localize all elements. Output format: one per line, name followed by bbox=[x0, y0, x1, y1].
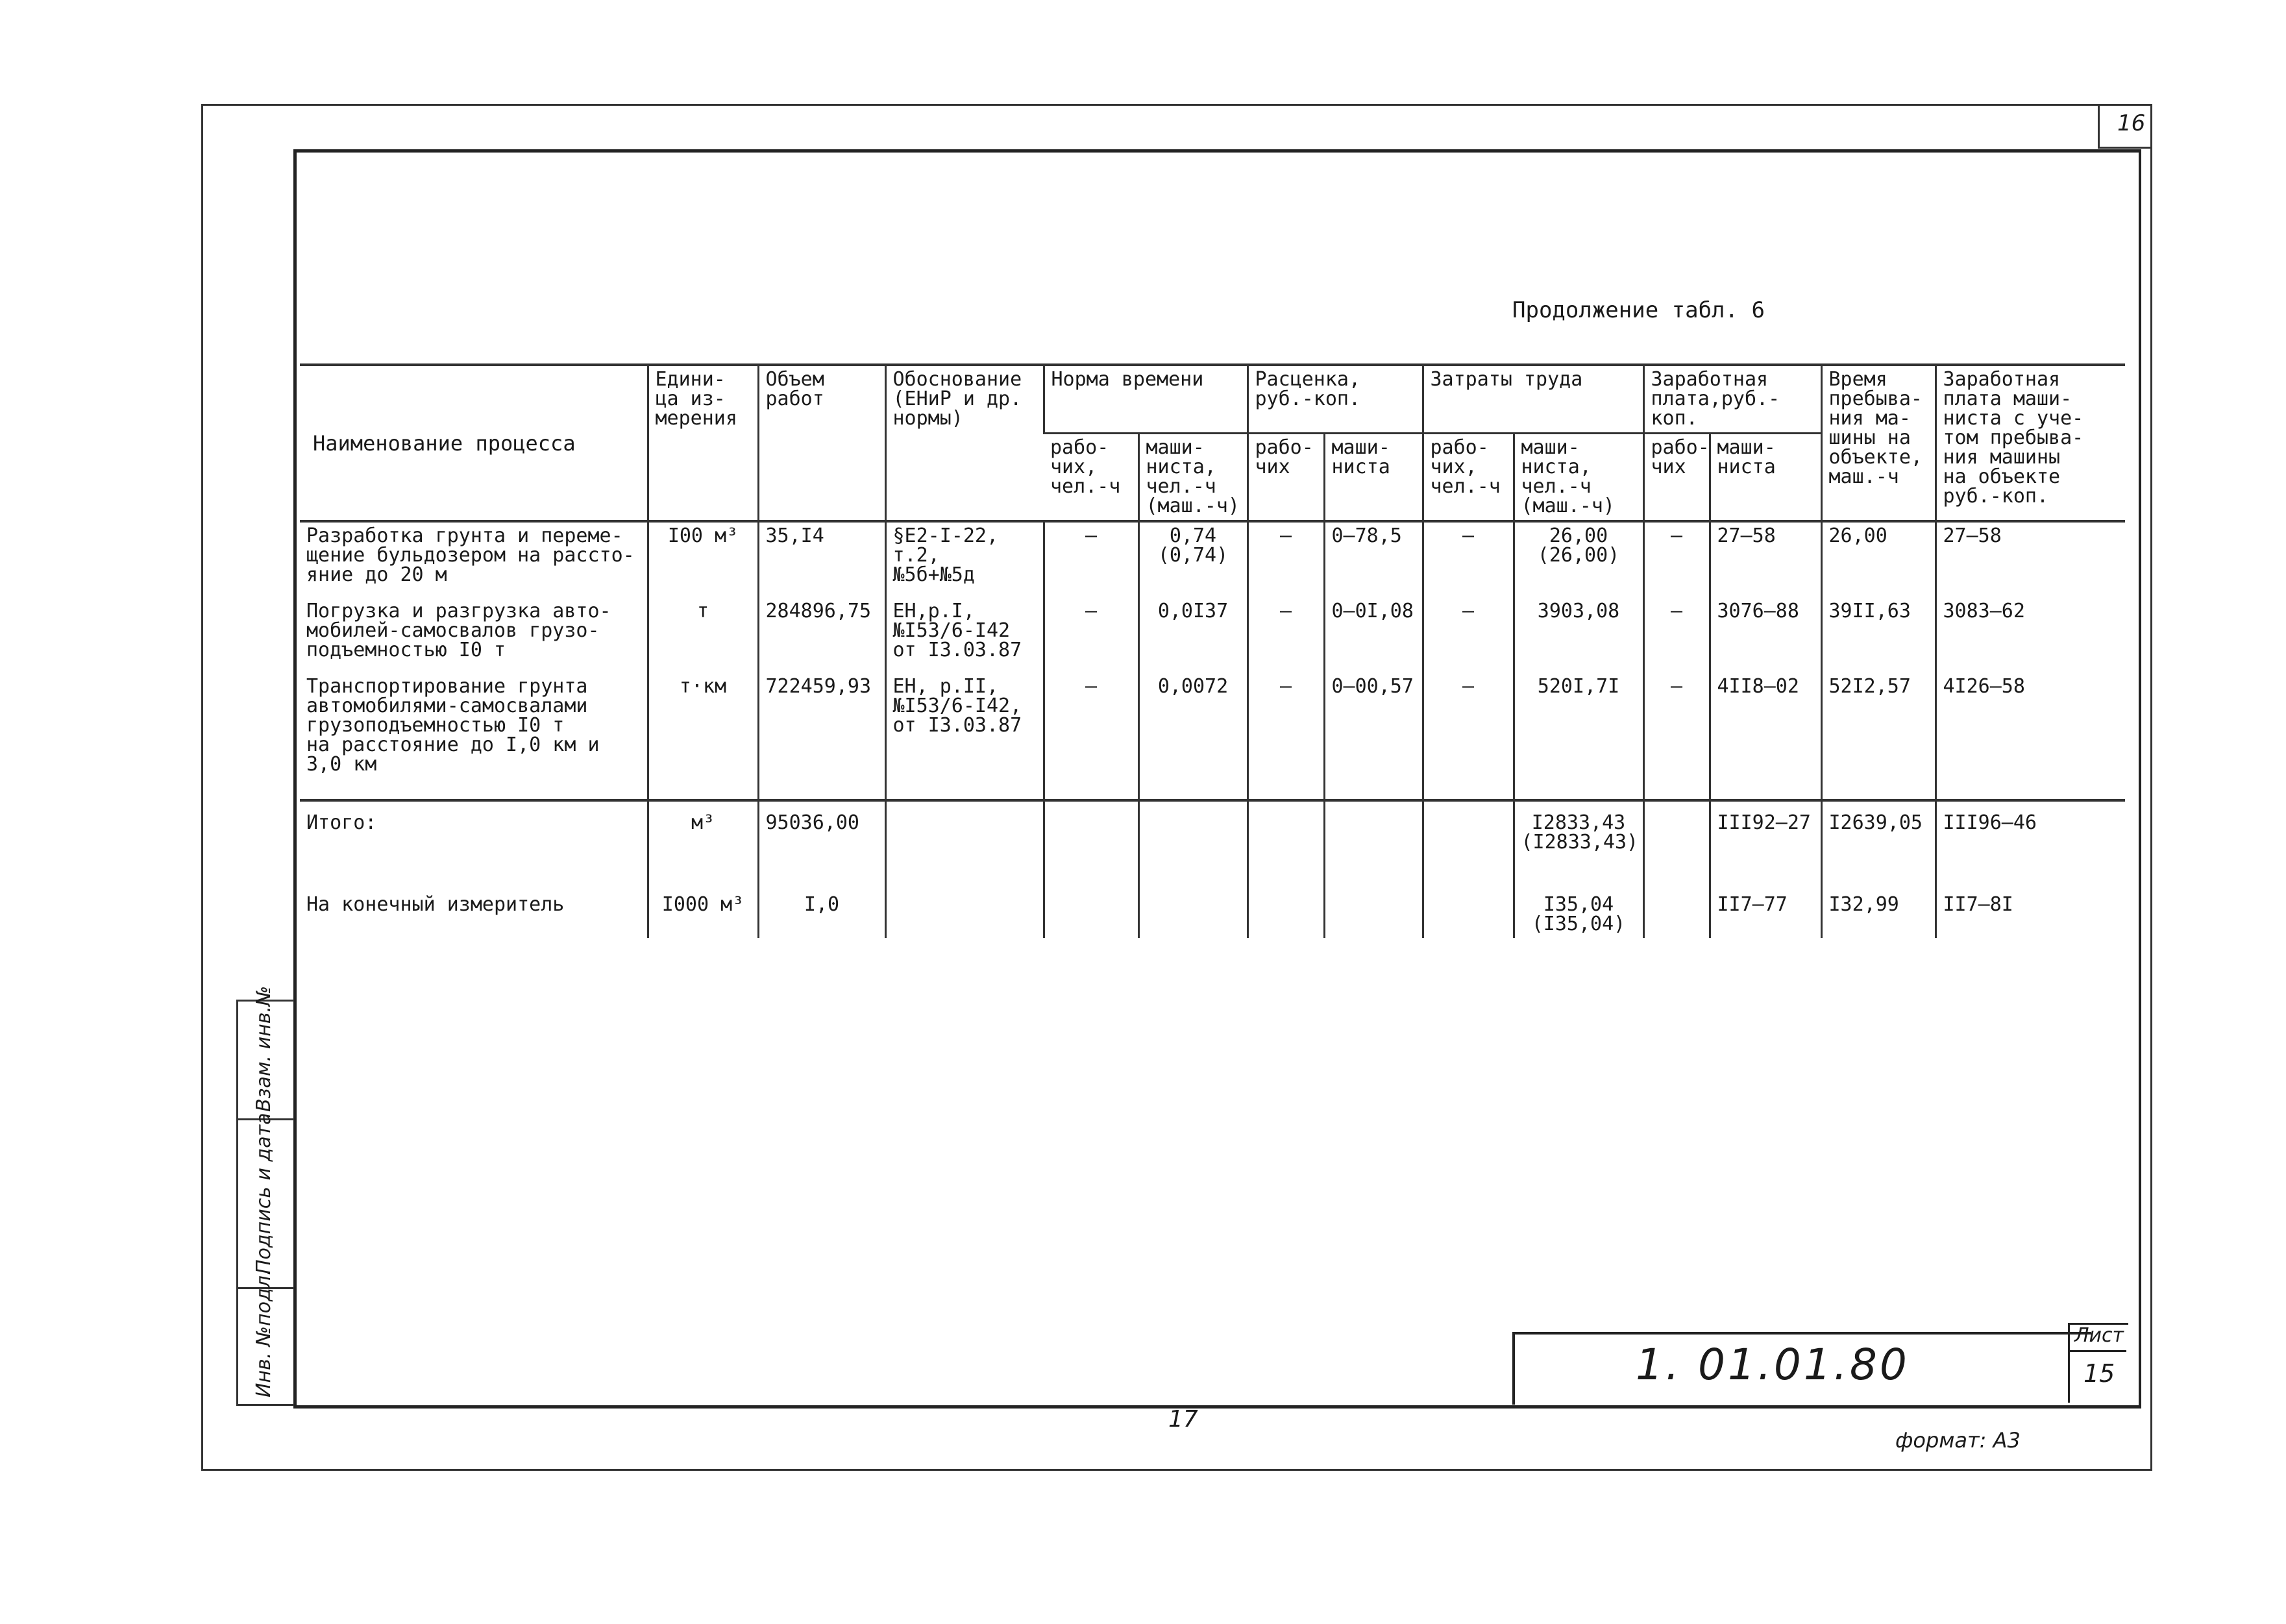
cell-tn-machinist: 0,74 (0,74) bbox=[1138, 521, 1247, 598]
cell-labor-machinist: I2833,43 (I2833,43) bbox=[1514, 800, 1643, 891]
table-row bbox=[300, 598, 2125, 673]
cell-rate-machinist: 0–0I,08 bbox=[1324, 598, 1423, 673]
header-labor-machinist: маши- ниста, чел.-ч (маш.-ч) bbox=[1514, 434, 1643, 522]
cell-labor-machinist: 520I,7I bbox=[1514, 673, 1643, 800]
cell-basis: ЕН,р.I, №I53/6-I42 от I3.03.87 bbox=[885, 598, 1044, 673]
format-label: формат: А3 bbox=[1895, 1428, 2021, 1453]
page-number: 17 bbox=[1168, 1406, 1198, 1433]
cell-tn-workers: – bbox=[1044, 673, 1138, 800]
cell-name: Разработка грунта и переме- щение бульдозером на рассто- яние до 20 м bbox=[306, 524, 635, 586]
cell-tn-machinist: 0,0I37 bbox=[1138, 598, 1247, 673]
cell-unit: т bbox=[648, 598, 758, 673]
header-machine-time: Время пребыва- ния ма- шины на объекте, маш.-ч bbox=[1821, 365, 1936, 521]
cell-labor-machinist: I35,04 (I35,04) bbox=[1514, 891, 1643, 938]
cell-wage-workers: – bbox=[1643, 521, 1710, 598]
corner-page-number: 16 bbox=[2117, 110, 2146, 136]
header-operator-wage: Заработная плата маши- ниста с уче- том пребыва- ния машины на объекте руб.-коп. bbox=[1936, 365, 2125, 521]
header-wage: Заработная плата,руб.-коп. bbox=[1643, 365, 1821, 434]
header-wage-workers: рабо- чих bbox=[1643, 434, 1710, 522]
header-unit: Едини- ца из- мерения bbox=[648, 365, 758, 521]
header-labor: Затраты труда bbox=[1423, 365, 1643, 434]
stamp-inventory-label: Инв. №подл. bbox=[252, 1269, 275, 1397]
stamp-signature-label: Подпись и дата bbox=[252, 1113, 275, 1274]
cell-unit: I000 м³ bbox=[648, 891, 758, 938]
cell-wage-machinist: III92–27 bbox=[1710, 800, 1821, 891]
cell-machine-time: I2639,05 bbox=[1821, 800, 1936, 891]
cell-labor-workers: – bbox=[1423, 521, 1514, 598]
cell-operator-wage: 4I26–58 bbox=[1936, 673, 2125, 800]
header-wage-machinist: маши- ниста bbox=[1710, 434, 1821, 522]
cell-name: Итого: bbox=[300, 800, 648, 891]
header-labor-workers: рабо- чих, чел.-ч bbox=[1423, 434, 1514, 522]
table-row bbox=[300, 521, 2125, 598]
cell-rate-machinist: 0–78,5 bbox=[1324, 521, 1423, 598]
cell-volume: 95036,00 bbox=[758, 800, 885, 891]
cell-unit: м³ bbox=[648, 800, 758, 891]
cell-tn-workers: – bbox=[1044, 521, 1138, 598]
cell-wage-machinist: 4II8–02 bbox=[1710, 673, 1821, 800]
document-code: 1. 01.01.80 bbox=[1636, 1340, 1910, 1390]
work-table bbox=[300, 363, 2125, 938]
total-row bbox=[300, 800, 2125, 891]
cell-operator-wage: 27–58 bbox=[1936, 521, 2125, 598]
header-rate-machinist: маши- ниста bbox=[1324, 434, 1423, 522]
cell-basis: §Е2-I-22, т.2, №5б+№5д bbox=[885, 521, 1044, 598]
header-time-norm: Норма времени bbox=[1044, 365, 1247, 434]
sheet-label: Лист bbox=[2074, 1324, 2124, 1347]
header-rate-workers: рабо- чих bbox=[1247, 434, 1324, 522]
cell-volume: 722459,93 bbox=[758, 673, 885, 800]
cell-rate-workers: – bbox=[1247, 673, 1324, 800]
cell-machine-time: 26,00 bbox=[1821, 521, 1936, 598]
header-tn-workers: рабо- чих, чел.-ч bbox=[1044, 434, 1138, 522]
cell-wage-machinist: 3076–88 bbox=[1710, 598, 1821, 673]
cell-tn-machinist: 0,0072 bbox=[1138, 673, 1247, 800]
cell-basis: ЕН, р.II, №I53/6-I42, от I3.03.87 bbox=[885, 673, 1044, 800]
cell-rate-workers: – bbox=[1247, 521, 1324, 598]
cell-volume: I,0 bbox=[758, 891, 885, 938]
header-tn-machinist: маши- ниста, чел.-ч (маш.-ч) bbox=[1138, 434, 1247, 522]
cell-labor-machinist: 3903,08 bbox=[1514, 598, 1643, 673]
cell-wage-machinist: 27–58 bbox=[1710, 521, 1821, 598]
sheet-divider bbox=[2068, 1350, 2126, 1352]
cell-operator-wage: III96–46 bbox=[1936, 800, 2125, 891]
cell-tn-workers: – bbox=[1044, 598, 1138, 673]
header-volume: Объем работ bbox=[758, 365, 885, 521]
cell-wage-machinist: II7–77 bbox=[1710, 891, 1821, 938]
cell-name: Погрузка и разгрузка авто- мобилей-самосвалов грузо- подъемностью I0 т bbox=[306, 600, 611, 661]
cell-volume: 284896,75 bbox=[758, 598, 885, 673]
cell-name: На конечный измеритель bbox=[306, 893, 565, 916]
stamp-side-strip bbox=[236, 985, 294, 1406]
cell-operator-wage: 3083–62 bbox=[1936, 598, 2125, 673]
cell-machine-time: I32,99 bbox=[1821, 891, 1936, 938]
table-row bbox=[300, 673, 2125, 800]
cell-rate-workers: – bbox=[1247, 598, 1324, 673]
cell-wage-workers: – bbox=[1643, 598, 1710, 673]
cell-unit: I00 м³ bbox=[648, 521, 758, 598]
cell-name: Транспортирование грунта автомобилями-самосвалами грузоподъемностью I0 т на расстояние до I,0 км и 3,0 км bbox=[306, 675, 600, 776]
stamp-replace-label: Взам. инв.№ bbox=[252, 985, 275, 1112]
cell-rate-machinist: 0–00,57 bbox=[1324, 673, 1423, 800]
cell-labor-workers: – bbox=[1423, 598, 1514, 673]
sheet-number: 15 bbox=[2083, 1359, 2115, 1388]
table-caption: Продолжение табл. 6 bbox=[1512, 297, 1765, 323]
cell-labor-workers: – bbox=[1423, 673, 1514, 800]
cell-machine-time: 39II,63 bbox=[1821, 598, 1936, 673]
cell-machine-time: 52I2,57 bbox=[1821, 673, 1936, 800]
header-rate: Расценка, руб.-коп. bbox=[1247, 365, 1423, 434]
cell-operator-wage: II7–8I bbox=[1936, 891, 2125, 938]
cell-wage-workers: – bbox=[1643, 673, 1710, 800]
cell-unit: т·км bbox=[648, 673, 758, 800]
header-basis: Обоснование (ЕНиР и др. нормы) bbox=[885, 365, 1044, 521]
header-name: Наименование процесса bbox=[300, 365, 648, 521]
cell-labor-machinist: 26,00 (26,00) bbox=[1514, 521, 1643, 598]
total-row bbox=[300, 891, 2125, 938]
cell-volume: 35,I4 bbox=[758, 521, 885, 598]
